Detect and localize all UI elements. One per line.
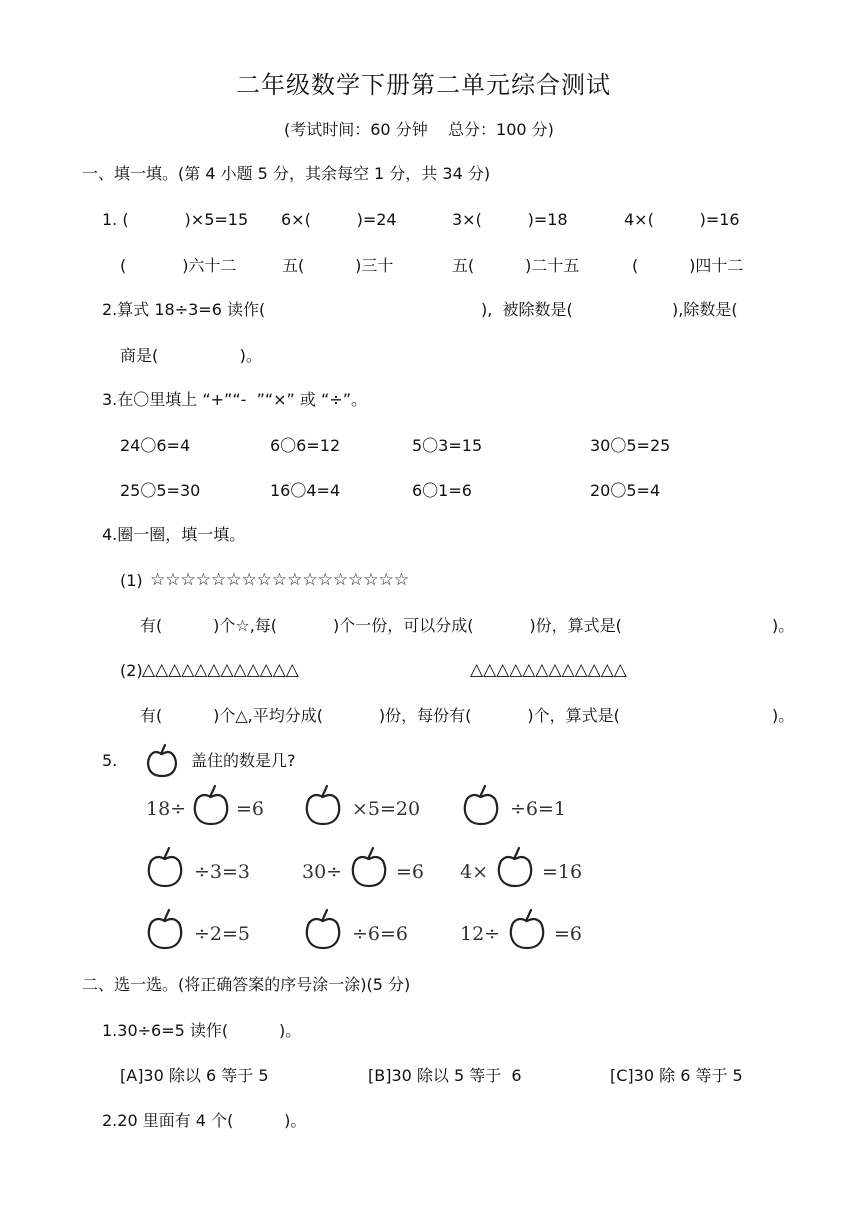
equation-text: ÷6=6: [352, 923, 409, 945]
equation-text: 18÷: [146, 798, 187, 820]
apple-icon: [494, 846, 536, 888]
q3-item: 24〇6=4: [120, 436, 191, 455]
exam-info: (考试时间：60 分钟 总分：100 分): [284, 120, 554, 139]
q3-item: 5〇3=15: [412, 436, 483, 455]
q3-item: 20〇5=4: [590, 481, 661, 500]
q2-line2: 商是( )。: [120, 346, 262, 365]
page-title: 二年级数学下册第二单元综合测试: [236, 71, 611, 99]
q3-item: 6〇1=6: [412, 481, 472, 500]
equation-text: =6: [396, 861, 425, 883]
apple-icon: [460, 784, 502, 826]
q1-item: 1. ( )×5=15: [102, 210, 249, 229]
triangle-row-right: △△△△△△△△△△△△: [470, 660, 627, 680]
equation-text: 30÷: [302, 861, 343, 883]
equation-text: =6: [554, 923, 583, 945]
q4-part1-fill: 有( )个☆,每( )个一份，可以分成( )份，算式是(: [140, 616, 622, 635]
apple-icon: [144, 908, 186, 950]
q1-item: 五( )二十五: [452, 256, 580, 275]
s2-q1-prompt: 1.30÷6=5 读作( )。: [102, 1021, 302, 1040]
q5-prompt: 盖住的数是几?: [191, 751, 296, 770]
q2-line1: ),除数是(: [672, 300, 738, 319]
q2-line1: ), 被除数是(: [481, 300, 573, 319]
equation-text: 12÷: [460, 923, 501, 945]
section1-heading: 一、填一填。(第 4 小题 5 分，其余每空 1 分，共 34 分): [82, 164, 491, 183]
q3-prompt: 3.在〇里填上 “+”“- ”“×” 或 “÷”。: [102, 390, 368, 409]
q4-part2-fill-end: )。: [772, 706, 795, 725]
q3-item: 6〇6=12: [270, 436, 341, 455]
choice-option-b[interactable]: [B]30 除以 5 等于 6: [368, 1066, 522, 1085]
q3-item: 16〇4=4: [270, 481, 341, 500]
choice-option-c[interactable]: [C]30 除 6 等于 5: [610, 1066, 743, 1085]
apple-icon: [302, 784, 344, 826]
q1-item: 五( )三十: [282, 256, 394, 275]
apple-icon: [190, 784, 232, 826]
apple-icon: [348, 846, 390, 888]
equation-text: =16: [542, 861, 583, 883]
apple-icon: [144, 846, 186, 888]
equation-text: 4×: [460, 861, 489, 883]
equation-text: ×5=20: [352, 798, 421, 820]
q1-item: 6×( )=24: [281, 210, 397, 229]
equation-text: ÷2=5: [194, 923, 251, 945]
q4-part1-fill-end: )。: [772, 616, 795, 635]
choice-option-a[interactable]: [A]30 除以 6 等于 5: [120, 1066, 269, 1085]
q3-item: 25〇5=30: [120, 481, 201, 500]
q5-number: 5.: [102, 751, 118, 770]
q4-part2-label: (2): [120, 661, 143, 680]
section2-heading: 二、选一选。(将正确答案的序号涂一涂)(5 分): [82, 975, 411, 994]
s2-q2-prompt: 2.20 里面有 4 个( )。: [102, 1111, 307, 1130]
apple-icon: [144, 742, 180, 778]
star-row: ☆☆☆☆☆☆☆☆☆☆☆☆☆☆☆☆☆: [150, 570, 410, 590]
q4-part1-label: (1): [120, 571, 143, 590]
q4-prompt: 4.圈一圈，填一填。: [102, 525, 246, 544]
equation-text: ÷3=3: [194, 861, 251, 883]
equation-text: =6: [236, 798, 265, 820]
apple-icon: [506, 908, 548, 950]
equation-text: ÷6=1: [510, 798, 567, 820]
q2-line1: 2.算式 18÷3=6 读作(: [102, 300, 266, 319]
q3-item: 30〇5=25: [590, 436, 671, 455]
q1-item: 4×( )=16: [624, 210, 740, 229]
q1-item: ( )六十二: [120, 256, 237, 275]
q1-item: ( )四十二: [632, 256, 744, 275]
q1-item: 3×( )=18: [452, 210, 568, 229]
q4-part2-fill: 有( )个△,平均分成( )份，每份有( )个，算式是(: [140, 706, 620, 725]
apple-icon: [302, 908, 344, 950]
triangle-row-left: △△△△△△△△△△△△: [142, 660, 299, 680]
